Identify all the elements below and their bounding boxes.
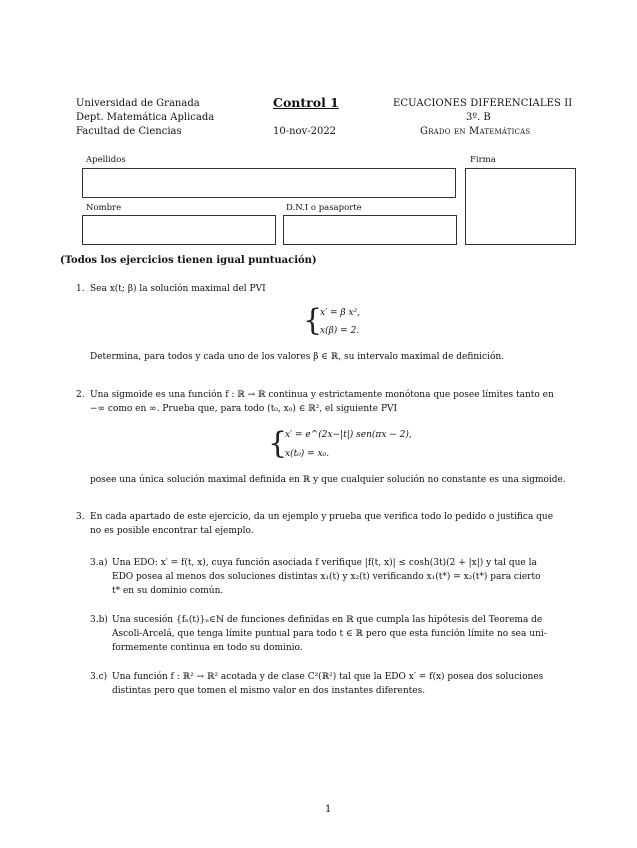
department-name: Dept. Matemática Aplicada bbox=[76, 112, 215, 123]
exercise-1-number: 1. bbox=[76, 284, 85, 294]
system-2-eq1: x′ = e^(2x−|t|) sen(πx − 2), bbox=[285, 430, 412, 440]
exercise-3c-line1: Una función f : ℝ² → ℝ² acotada y de clase C²(ℝ²) tal que la EDO x′ = f(x) posea dos soluciones bbox=[112, 672, 544, 682]
system-2-eq2: x(t₀) = x₀. bbox=[285, 449, 330, 459]
surname-label: Apellidos bbox=[86, 155, 126, 165]
instructions: (Todos los ejercicios tienen igual puntuación) bbox=[60, 255, 317, 266]
exercise-3c-line2: distintas pero que tomen el mismo valor en dos instantes diferentes. bbox=[112, 686, 426, 696]
exercise-3-line2: no es posible encontrar tal ejemplo. bbox=[90, 526, 254, 536]
id-label: D.N.I o pasaporte bbox=[286, 203, 362, 213]
exercise-3b-line2: Ascoli-Arcelá, que tenga límite puntual para todo t ∈ ℝ pero que esta función límite no sea uni- bbox=[112, 629, 547, 639]
exercise-3a-line3: t* en su dominio común. bbox=[112, 586, 224, 596]
page-number: 1 bbox=[325, 804, 332, 815]
signature-label: Firma bbox=[470, 155, 496, 165]
exercise-3b-line3: formemente continua en todo su dominio. bbox=[112, 643, 303, 653]
exercise-1-intro: Sea x(t; β) la solución maximal del PVI bbox=[90, 284, 266, 294]
name-field[interactable] bbox=[82, 215, 276, 245]
signature-field[interactable] bbox=[465, 168, 576, 245]
exercise-3b-line1: Una sucesión {fₙ(t)}ₙ∈ℕ de funciones definidas en ℝ que cumpla las hipótesis del Teorema de bbox=[112, 615, 543, 625]
system-1-brace: { bbox=[303, 303, 323, 338]
system-2-brace: { bbox=[268, 426, 288, 461]
exam-title: Control 1 bbox=[273, 95, 339, 110]
exercise-2-conclusion: posee una única solución maximal definida en ℝ y que cualquier solución no constante es una sigmoide. bbox=[90, 475, 566, 485]
name-label: Nombre bbox=[86, 203, 122, 213]
exercise-3-number: 3. bbox=[76, 512, 85, 522]
system-1-eq1: x′ = β x², bbox=[320, 308, 360, 318]
faculty-name: Facultad de Ciencias bbox=[76, 126, 182, 137]
course-name: ECUACIONES DIFERENCIALES II bbox=[393, 98, 573, 109]
course-group: 3º. B bbox=[466, 112, 491, 123]
surname-field[interactable] bbox=[82, 168, 456, 198]
exercise-3a-line1: Una EDO: x′ = f(t, x), cuya función asociada f verifique |f(t, x)| ≤ cosh(3t)(2 + |x|) y tal que la bbox=[112, 558, 537, 568]
exercise-3a-line2: EDO posea al menos dos soluciones distintas x₁(t) y x₂(t) verificando x₁(t*) = x₂(t*) para cierto bbox=[112, 572, 541, 582]
degree-name: Grado en Matemáticas bbox=[420, 126, 531, 137]
exercise-2-line2: −∞ como en ∞. Prueba que, para todo (t₀, x₀) ∈ ℝ², el siguiente PVI bbox=[90, 404, 398, 414]
exercise-2-number: 2. bbox=[76, 390, 85, 400]
id-field[interactable] bbox=[283, 215, 457, 245]
exercise-2-line1: Una sigmoide es una función f : ℝ → ℝ continua y estrictamente monótona que posee límites tanto en bbox=[90, 390, 554, 400]
exercise-3-line1: En cada apartado de este ejercicio, da un ejemplo y prueba que verifica todo lo pedido o justifica que bbox=[90, 512, 554, 522]
university-name: Universidad de Granada bbox=[76, 98, 200, 109]
exercise-3b-label: 3.b) bbox=[90, 615, 108, 625]
exercise-3a-label: 3.a) bbox=[90, 558, 108, 568]
exam-date: 10-nov-2022 bbox=[273, 126, 337, 137]
exercise-3c-label: 3.c) bbox=[90, 672, 108, 682]
system-1-eq2: x(β) = 2. bbox=[320, 326, 360, 336]
exercise-1-question: Determina, para todos y cada uno de los valores β ∈ ℝ, su intervalo maximal de definición. bbox=[90, 352, 505, 362]
